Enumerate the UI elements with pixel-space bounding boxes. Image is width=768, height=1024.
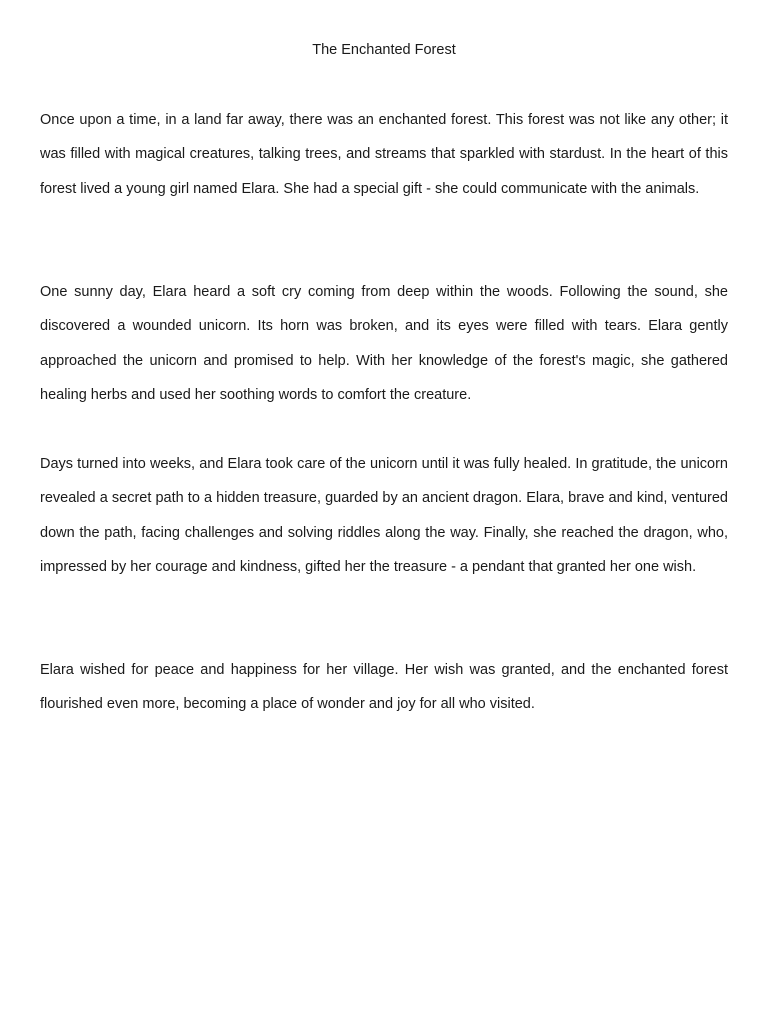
paragraph-1: Once upon a time, in a land far away, there was an enchanted forest. This forest was not like any other; it was filled with magical creatures, talking trees, and streams that sparkled with stardust. In the heart of this forest lived a young girl named Elara. She had a special gift - she could communicate with the animals. <box>40 112 728 197</box>
paragraph-2: One sunny day, Elara heard a soft cry coming from deep within the woods. Following the sound, she discovered a wounded unicorn. Its horn was broken, and its eyes were filled with tears. Elara gently approached the unicorn and promised to help. With her knowledge of the forest's magic, she gathered healing herbs and used her soothing words to comfort the creature. <box>40 284 728 404</box>
paragraph-4: Elara wished for peace and happiness for her village. Her wish was granted, and the enchanted forest flourished even more, becoming a place of wonder and joy for all who visited. <box>40 662 728 713</box>
paragraph-3: Days turned into weeks, and Elara took care of the unicorn until it was fully healed. In gratitude, the unicorn revealed a secret path to a hidden treasure, guarded by an ancient dragon. Elara, brave and kind, ventured down the path, facing challenges and solving riddles along the way. Finally, she reached the dragon, who, impressed by her courage and kindness, gifted her the treasure - a pendant that granted her one wish. <box>40 456 728 576</box>
document-title: The Enchanted Forest <box>312 42 456 58</box>
